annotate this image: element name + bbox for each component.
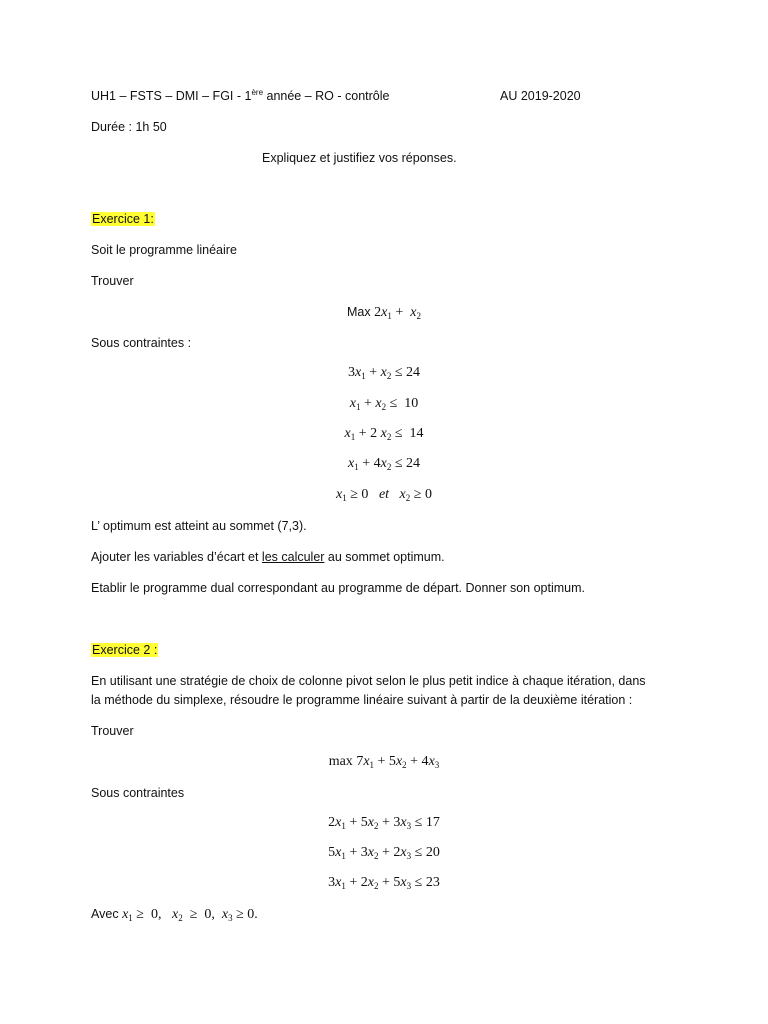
exercise2-constraints-label: Sous contraintes (91, 786, 185, 800)
constraint-3: $x_1 + 2$ $x_2 \le 14$ (344, 426, 424, 442)
objective-word: Max (347, 305, 371, 319)
duration: Durée : 1h 50 (91, 120, 167, 134)
ex2-constraint-2: $5x_1 + 3x_2 + 2x_3 \le 20$ (328, 845, 440, 861)
ex2-constraint-3: $3x_1 + 2x_2 + 5x_3 \le 23$ (328, 875, 440, 891)
exercise2-find: Trouver (91, 724, 134, 738)
exercise1-intro: Soit le programme linéaire (91, 243, 237, 257)
header-left (91, 88, 389, 104)
exercise1-title (91, 211, 155, 227)
instruction: Expliquez et justifiez vos réponses. (262, 151, 457, 165)
header-left-text: UH1 – FSTS – DMI – FGI - 1 (91, 89, 252, 103)
optimum-statement: L’ optimum est atteint au sommet (7,3). (91, 519, 307, 533)
header-superscript: ère (251, 88, 264, 97)
ex2-nonneg: Avec $x_1 \ge 0$, $x_2 \ge 0$, $x_3 \ge 0$. (91, 907, 258, 923)
ex2-constraint-1: $2x_1 + 5x_2 + 3x_3 \le 17$ (328, 815, 440, 831)
constraint-4: $x_1 + 4x_2 \le 24$ (347, 456, 421, 472)
objective-word-2: max (328, 754, 353, 769)
exercise2-text-2: la méthode du simplexe, résoudre le programme linéaire suivant à partir de la deuxième itération : (91, 693, 633, 707)
question-1 (91, 549, 445, 565)
question-1-text-end: au sommet optimum. (324, 550, 445, 564)
exercise1-title-text: Exercice 1: (92, 212, 154, 226)
question-2: Etablir le programme dual correspondant au programme de départ. Donner son optimum. (91, 581, 586, 595)
et-word: et (378, 487, 390, 502)
question-1-underlined: les calculer (261, 550, 325, 564)
constraint-2: $x_1 + x_2 \le 10$ (349, 396, 419, 412)
exercise1-objective: Max $2x_1 + x_2$ (347, 305, 421, 321)
exercise2-text-1: En utilisant une stratégie de choix de colonne pivot selon le plus petit indice à chaque itération, dans (91, 674, 646, 688)
exercise1-find: Trouver (91, 274, 134, 288)
exercise2-objective: $\max 7x_1 + 5x_2 + 4x_3$ (328, 754, 440, 770)
constraint-nonneg: $x_1 \ge 0$ et $x_2 \ge 0$ (336, 487, 432, 503)
constraint-1: $3x_1 + x_2 \le 24$ (347, 365, 421, 381)
header-left-text-end: année – RO - contrôle (263, 89, 390, 103)
exercise2-title (91, 642, 158, 658)
question-1-text: Ajouter les variables d’écart et (91, 550, 262, 564)
exercise2-title-text: Exercice 2 : (92, 643, 158, 657)
exercise1-constraints-label: Sous contraintes : (91, 336, 192, 350)
academic-year: AU 2019-2020 (500, 89, 581, 103)
avec-word: Avec (91, 907, 119, 921)
